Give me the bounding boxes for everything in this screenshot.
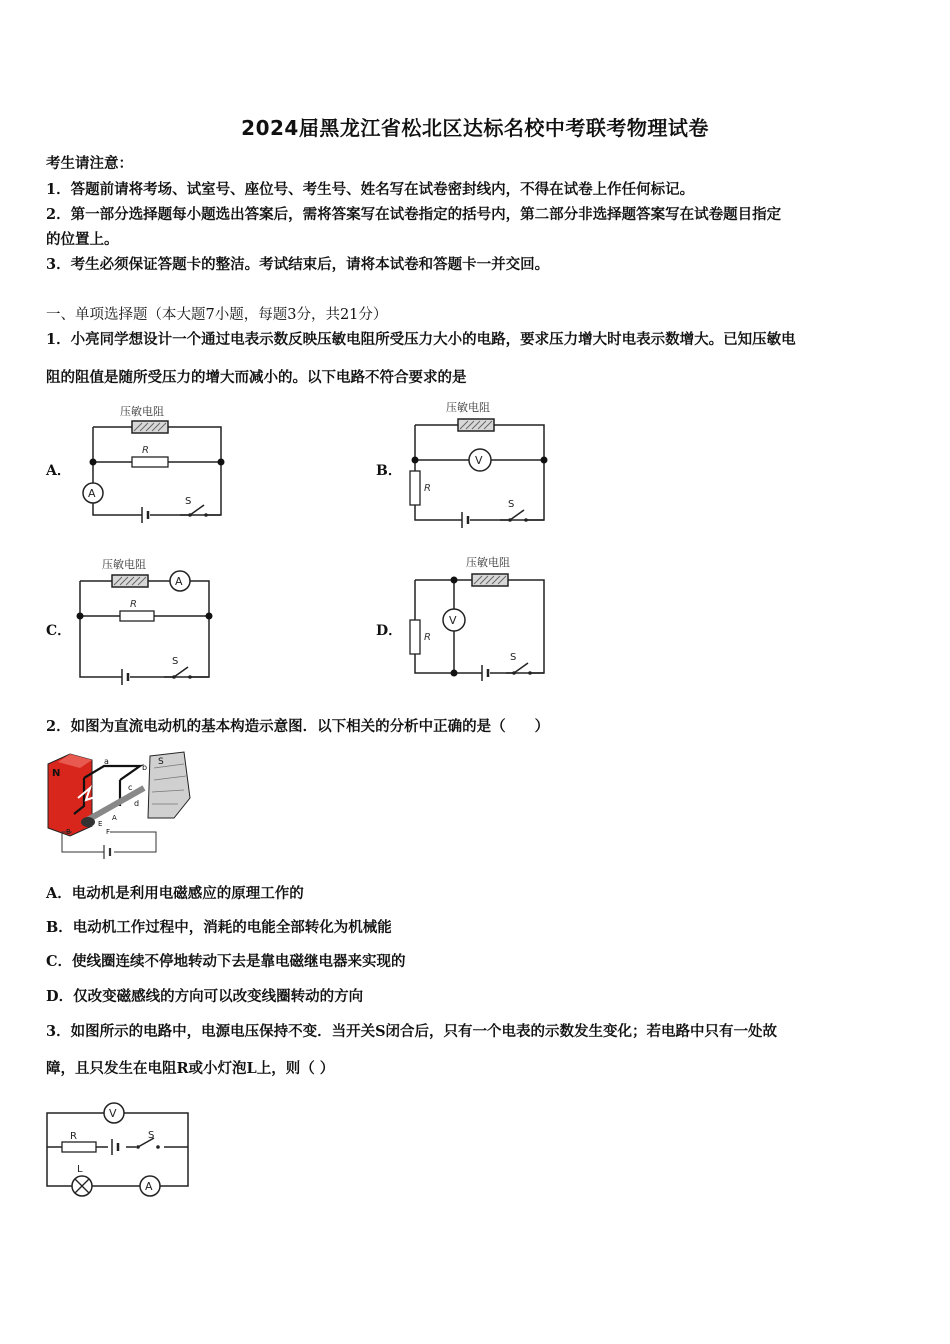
ammeter-label: A: [175, 575, 183, 588]
voltmeter-label: V: [475, 454, 483, 467]
ammeter-label: A: [88, 487, 96, 500]
switch-label: S: [510, 652, 517, 663]
page-title: 2024届黑龙江省松北区达标名校中考联考物理试卷: [241, 116, 709, 140]
r0-resistor-icon: [120, 611, 154, 621]
circuit-a-diagram: [70, 395, 240, 530]
notice-item-3: 3．考生必须保证答题卡的整洁。考试结束后，请将本试卷和答题卡一并交回。: [46, 256, 550, 273]
pressure-label: 压敏电阻: [466, 556, 510, 569]
pressure-label: 压敏电阻: [102, 558, 146, 571]
coil-a-label: a: [104, 757, 109, 766]
r0-label: R: [130, 599, 137, 610]
q2-option-b: B．电动机工作过程中，消耗的电能全部转化为机械能: [46, 919, 392, 936]
r0-label: R: [424, 483, 431, 494]
resistor-label: R: [70, 1131, 77, 1142]
q2-option-d: D．仅改变磁感线的方向可以改变线圈转动的方向: [46, 988, 364, 1005]
r0-label: R: [142, 445, 149, 456]
notice-heading: 考生请注意：: [46, 155, 133, 172]
notice-item-2-cont: 的位置上。: [46, 231, 119, 248]
coil-d-label: d: [134, 799, 140, 808]
q3-stem-line1: 3．如图所示的电路中，电源电压保持不变．当开关S闭合后，只有一个电表的示数发生变化；若电路中只有一处故: [46, 1023, 778, 1040]
magnet-n-label: N: [52, 768, 61, 779]
resistor-icon: [62, 1142, 96, 1152]
voltmeter-label: V: [449, 614, 457, 627]
pressure-label: 压敏电阻: [120, 405, 164, 418]
pressure-label: 压敏电阻: [446, 401, 490, 414]
r0-resistor-icon: [410, 620, 420, 654]
notice-item-1: 1．答题前请将考场、试室号、座位号、考生号、姓名写在试卷密封线内，不得在试卷上作任何标记。: [46, 181, 695, 198]
switch-label: S: [172, 656, 179, 667]
notice-item-2: 2．第一部分选择题每小题选出答案后，需将答案写在试卷指定的括号内，第二部分非选择题答案写在试卷题目指定: [46, 206, 782, 223]
coil-b-label: b: [142, 763, 148, 772]
switch-label: S: [508, 499, 515, 510]
label-e: E: [98, 820, 103, 828]
q2-stem: 2．如图为直流电动机的基本构造示意图．以下相关的分析中正确的是（ ）: [46, 718, 550, 735]
q1-option-d-label: D．: [376, 623, 403, 639]
r0-resistor-icon: [410, 471, 420, 505]
label-f: F: [106, 828, 111, 836]
circuit-c-diagram: [70, 552, 240, 687]
circuit-q3-diagram: [40, 1098, 200, 1203]
lamp-label: L: [77, 1164, 83, 1175]
circuit-d-diagram: [400, 550, 560, 685]
circuit-b-diagram: [400, 393, 560, 528]
voltmeter-label: V: [109, 1107, 117, 1120]
magnet-s-icon: [148, 752, 190, 818]
label-bb: B: [66, 828, 71, 836]
q2-option-c: C．使线圈连续不停地转动下去是靠电磁继电器来实现的: [46, 953, 406, 970]
q1-option-b-label: B．: [376, 463, 402, 479]
q1-stem-line2: 阻的阻值是随所受压力的增大而减小的。以下电路不符合要求的是: [46, 369, 467, 386]
switch-label: S: [185, 496, 192, 507]
section-heading: 一、单项选择题（本大题7小题，每题3分，共21分）: [46, 307, 388, 323]
switch-label: S: [148, 1130, 155, 1141]
commutator-icon: [81, 817, 95, 827]
r0-label: R: [424, 632, 431, 643]
magnet-s-label: S: [158, 757, 164, 767]
ammeter-label: A: [145, 1180, 153, 1193]
q1-stem-line1: 1．小亮同学想设计一个通过电表示数反映压敏电阻所受压力大小的电路，要求压力增大时电表示数增大。已知压敏电: [46, 331, 796, 348]
r0-resistor-icon: [132, 457, 168, 467]
q1-option-a-label: A．: [46, 463, 71, 479]
label-aa: A: [112, 814, 117, 822]
q1-option-c-label: C．: [46, 623, 72, 639]
q2-option-a: A．电动机是利用电磁感应的原理工作的: [46, 885, 304, 902]
coil-c-label: c: [128, 783, 133, 792]
q3-stem-line2: 障，且只发生在电阻R或小灯泡L上，则（ ）: [46, 1060, 335, 1077]
motor-diagram: [44, 748, 194, 863]
